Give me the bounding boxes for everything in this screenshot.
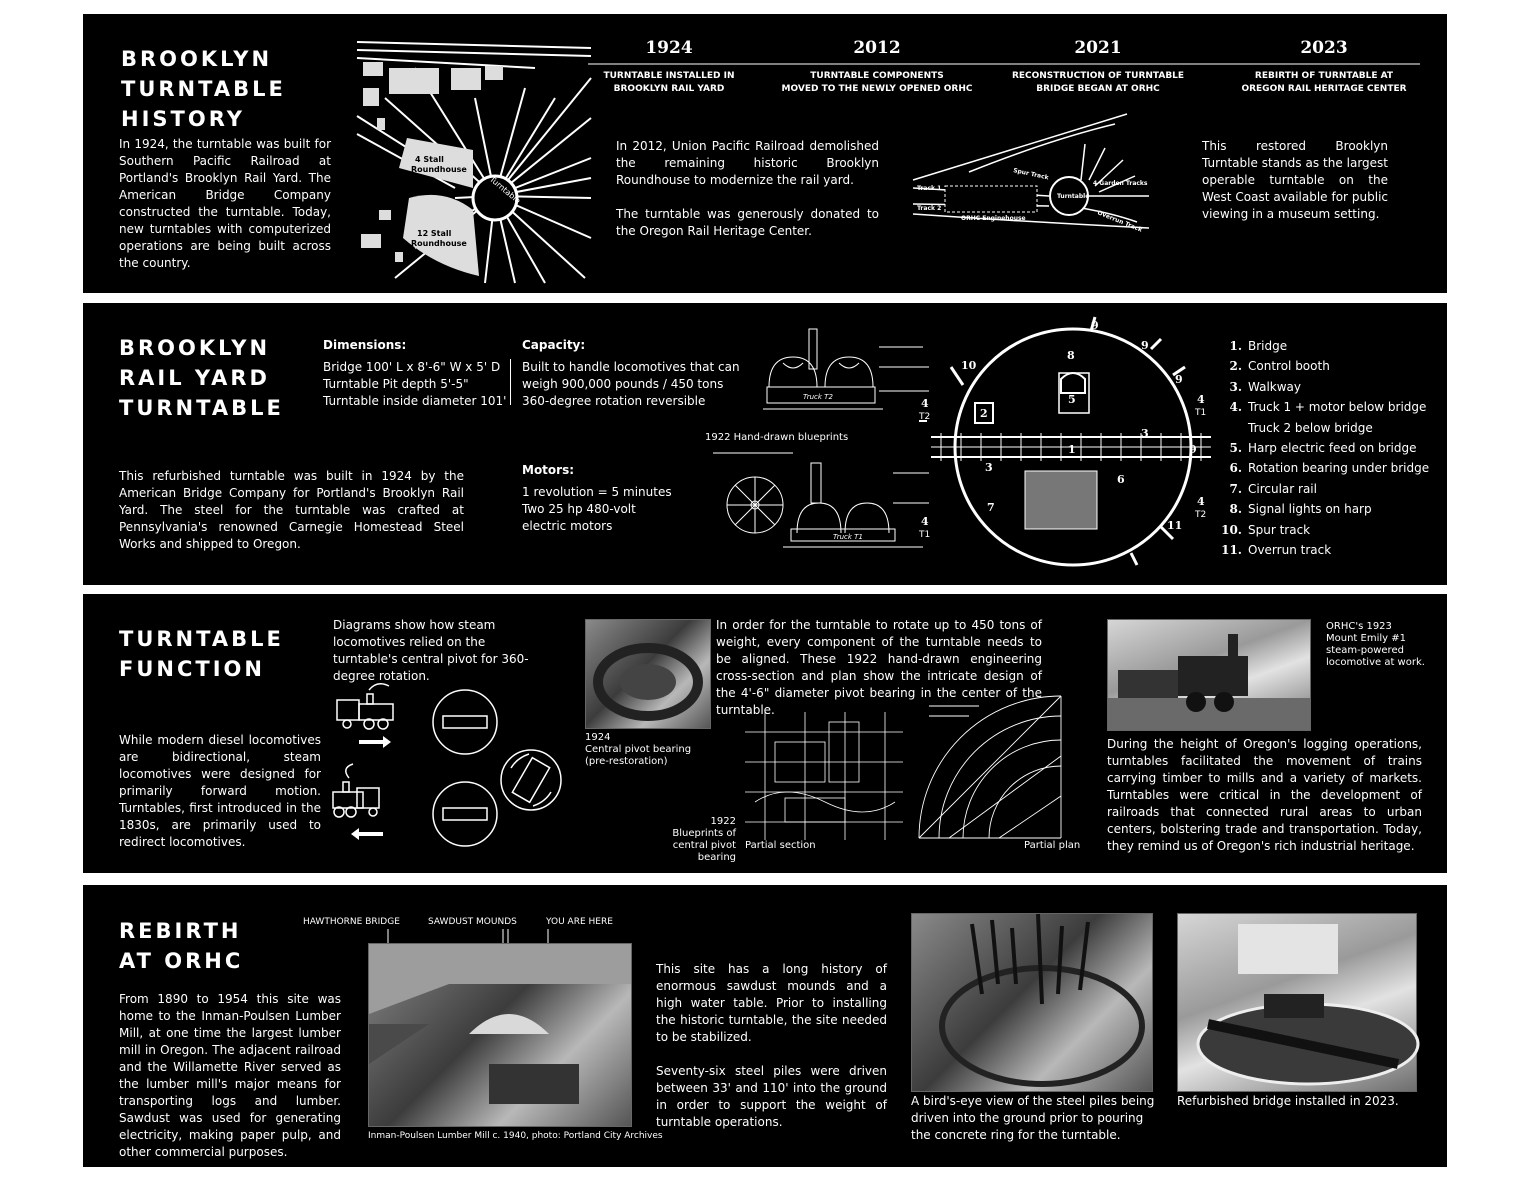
history-title: BROOKLYN TURNTABLE HISTORY	[121, 47, 286, 131]
track-label-spur: Spur Track	[1012, 167, 1050, 182]
map-label-12stall: 12 Stall	[417, 229, 452, 238]
pivot-section-blueprint	[745, 702, 903, 840]
diagram-t1-left: T1	[919, 530, 931, 540]
function-diagram-text: Diagrams show how steam locomotives relied on the turntable's central pivot for 360-degree rotation.	[333, 618, 529, 683]
railyard-title: BROOKLYN RAIL YARD TURNTABLE	[119, 336, 284, 420]
steel-piles-photo	[911, 913, 1153, 1092]
legend-item: 5. Harp electric feed on bridge	[1229, 441, 1417, 456]
map-label-4stall-line2: Roundhouse	[411, 165, 467, 174]
motors-text: 1 revolution = 5 minutes Two 25 hp 480-volt electric motors	[522, 485, 672, 533]
partial-plan-label: Partial plan	[1024, 840, 1081, 851]
history-body: In 1924, the turntable was built for Southern Pacific Railroad at Portland's Brooklyn Rail Yard. The American Bridge Company constructed the turntable. Today, new turntables with computerized operations are being built across the country.	[119, 137, 331, 270]
legend-item: Truck 2 below bridge	[1248, 420, 1373, 435]
legend-item: 10. Spur track	[1221, 522, 1311, 537]
legend-item: 4. Truck 1 + motor below bridge	[1229, 400, 1427, 415]
diagram-num-11: 11	[1167, 519, 1183, 532]
track-label-enginehouse: ORHC Enginehouse	[961, 215, 1026, 222]
function-title: TURNTABLE FUNCTION	[119, 627, 284, 681]
bridge-caption: Refurbished bridge installed in 2023.	[1177, 1094, 1399, 1108]
track-label-turntable: Turntable	[1057, 193, 1090, 200]
capacity-text: Built to handle locomotives that can weigh 900,000 pounds / 450 tons 360-degree rotation reversible	[522, 360, 740, 408]
logging-text: During the height of Oregon's logging operations, turntables facilitated the movement of trains carrying timber to mills and a variety of markets. Turntables were critical in the development of railroads that connected rural areas to urban centers, bolstering trade and transportation. Today, they remind us of Oregon's rich industrial heritage.	[1107, 737, 1422, 853]
lumber-mill-caption: Inman-Poulsen Lumber Mill c. 1940, photo: Portland City Archives	[368, 1131, 663, 1141]
map-label-turntable: Turntable	[487, 174, 523, 206]
diagram-num-7: 7	[987, 501, 995, 514]
diagram-num-2: 2	[980, 407, 988, 420]
track-label-2: Track 2	[917, 205, 942, 212]
legend-item: 8. Signal lights on harp	[1229, 502, 1372, 517]
legend-item: 7. Circular rail	[1229, 481, 1317, 496]
truck2-label: Truck T2	[803, 393, 833, 401]
timeline-caption-2023: REBIRTH OF TURNTABLE AT OREGON RAIL HERITAGE CENTER	[1241, 71, 1407, 94]
mount-emily-locomotive-photo	[1107, 619, 1311, 731]
truck-blueprint-top	[763, 327, 933, 427]
truck-blueprint-bottom	[713, 443, 933, 553]
diagram-num-4a: 4	[921, 397, 929, 410]
function-panel	[83, 594, 1447, 873]
diagram-num-4c: 4	[1197, 495, 1205, 508]
track-label-1: Track 1	[917, 185, 942, 192]
timeline-year-2021: 2021	[1074, 38, 1122, 58]
refurbished-bridge-photo	[1177, 913, 1417, 1092]
label-hawthorne-bridge: HAWTHORNE BRIDGE	[303, 917, 400, 927]
timeline-year-2012: 2012	[853, 38, 901, 58]
site-text: This site has a long history of enormous sawdust mounds and a high water table. Prior to installing the historic turntable, the site needed to be stabilized. Seventy-six steel piles were driven between 33' and 110' into the ground in order to support the weight of turntable operations.	[656, 962, 887, 1129]
legend-item: 3. Walkway	[1229, 379, 1302, 394]
diagram-num-3b: 3	[985, 461, 993, 474]
timeline-caption-2021: RECONSTRUCTION OF TURNTABLE BRIDGE BEGAN AT ORHC	[1011, 71, 1185, 94]
diagram-num-1: 1	[1068, 443, 1076, 456]
lumber-mill-photo	[368, 943, 632, 1127]
legend-item: 2. Control booth	[1229, 359, 1330, 374]
pivot-photo-caption: 1924 Central pivot bearing (pre-restoration)	[585, 732, 692, 767]
history-panel	[83, 14, 1447, 293]
rebirth-panel	[83, 885, 1447, 1167]
legend-item: 11. Overrun track	[1221, 543, 1332, 558]
track-label-garden: 4 Garden Tracks	[1093, 180, 1148, 187]
diagram-num-9d: 9	[1189, 443, 1197, 456]
text-2023: This restored Brooklyn Turntable stands as the largest operable turntable on the West Coast available for public viewing in a museum setting.	[1202, 139, 1388, 221]
pivot-blueprint-caption: 1922 Blueprints of central pivot bearing	[672, 816, 736, 863]
map-label-12stall-line2: Roundhouse	[411, 239, 467, 248]
label-you-are-here: YOU ARE HERE	[546, 917, 613, 927]
legend-item: 6. Rotation bearing under bridge	[1229, 461, 1430, 476]
dimensions-text: Bridge 100' L x 8'-6" W x 5' D Turntable Pit depth 5'-5" Turntable inside diameter 101'	[323, 360, 507, 408]
timeline-year-2023: 2023	[1300, 38, 1348, 58]
legend-item: 1. Bridge	[1229, 339, 1288, 353]
truck1-label: Truck T1	[833, 533, 863, 541]
map-label-4stall: 4 Stall	[415, 155, 444, 164]
partial-section-label: Partial section	[745, 840, 816, 851]
locomotive-rotation-diagrams	[333, 680, 563, 850]
diagram-t2-right: T2	[1195, 510, 1207, 520]
timeline-year-1924: 1924	[645, 38, 693, 58]
diagram-num-4d: 4	[921, 515, 929, 528]
piles-caption: A bird's-eye view of the steel piles being driven into the ground prior to pouring the concrete ring for the turntable.	[911, 1094, 1155, 1142]
pivot-text: In order for the turntable to rotate up to 450 tons of weight, every component of the turntable needs to be aligned. These 1922 hand-drawn engineering cross-section and plan show the intricate design of the 4'-6" diameter pivot bearing in the center of the turntable.	[716, 618, 1042, 717]
diagram-num-8: 8	[1067, 349, 1075, 362]
motors-label: Motors:	[522, 463, 575, 477]
label-sawdust-mounds: SAWDUST MOUNDS	[428, 917, 517, 927]
diagram-num-5: 5	[1068, 393, 1076, 406]
function-body: While modern diesel locomotives are bidirectional, steam locomotives were designed for primarily forward motion. Turntables, first introduced in the 1830s, are primarily used to redirect locomotives.	[119, 733, 321, 849]
diagram-num-4b: 4	[1197, 393, 1205, 406]
dimensions-label: Dimensions:	[323, 338, 407, 352]
diagram-t1-right: T1	[1195, 408, 1207, 418]
turntable-legend	[1220, 336, 1429, 560]
locomotive-caption: ORHC's 1923 Mount Emily #1 steam-powered locomotive at work.	[1326, 621, 1425, 668]
rebirth-title: REBIRTH AT ORHC	[119, 919, 244, 973]
orhc-track-diagram	[909, 110, 1159, 234]
diagram-num-9c: 9	[1175, 373, 1183, 386]
diagram-num-6: 6	[1117, 473, 1125, 486]
diagram-num-9a: 9	[1091, 319, 1099, 332]
pivot-plan-blueprint	[919, 696, 1069, 838]
turntable-plan-diagram	[911, 313, 1231, 575]
track-label-overrun: Overrun Track	[1096, 209, 1144, 234]
railyard-panel	[83, 303, 1447, 585]
capacity-label: Capacity:	[522, 338, 586, 352]
timeline-caption-1924: TURNTABLE INSTALLED IN BROOKLYN RAIL YARD	[603, 71, 735, 94]
timeline-caption-2012: TURNTABLE COMPONENTS MOVED TO THE NEWLY OPENED ORHC	[781, 71, 973, 94]
bearing-photo-inset	[1025, 471, 1097, 529]
diagram-num-9b: 9	[1141, 339, 1149, 352]
diagram-t2-left: T2	[919, 412, 931, 422]
pivot-bearing-photo	[585, 619, 711, 729]
rebirth-body: From 1890 to 1954 this site was home to the Inman-Poulsen Lumber Mill, at one time the largest lumber mill in Oregon. The adjacent railroad and the Willamette River served as the lumber mill's major means for transporting logs and lumber. Sawdust was used for generating electricity, making paper pulp, and other commercial purposes.	[119, 992, 341, 1159]
text-2012: In 2012, Union Pacific Railroad demolished the remaining historic Brooklyn Roundhouse to modernize the rail yard. The turntable was generously donated to the Oregon Rail Heritage Center.	[616, 139, 879, 238]
diagram-num-3a: 3	[1141, 427, 1149, 440]
divider	[510, 359, 511, 405]
diagram-num-10: 10	[961, 359, 977, 372]
railyard-body: This refurbished turntable was built in 1924 by the American Bridge Company for Portland's Brooklyn Rail Yard. The steel for the turntable was crafted at Pennsylvania's renowned Carnegie Homestead Steel Works and shipped to Oregon.	[119, 469, 464, 551]
blueprint-caption: 1922 Hand-drawn blueprints	[705, 432, 849, 443]
roundhouse-map	[355, 38, 595, 288]
